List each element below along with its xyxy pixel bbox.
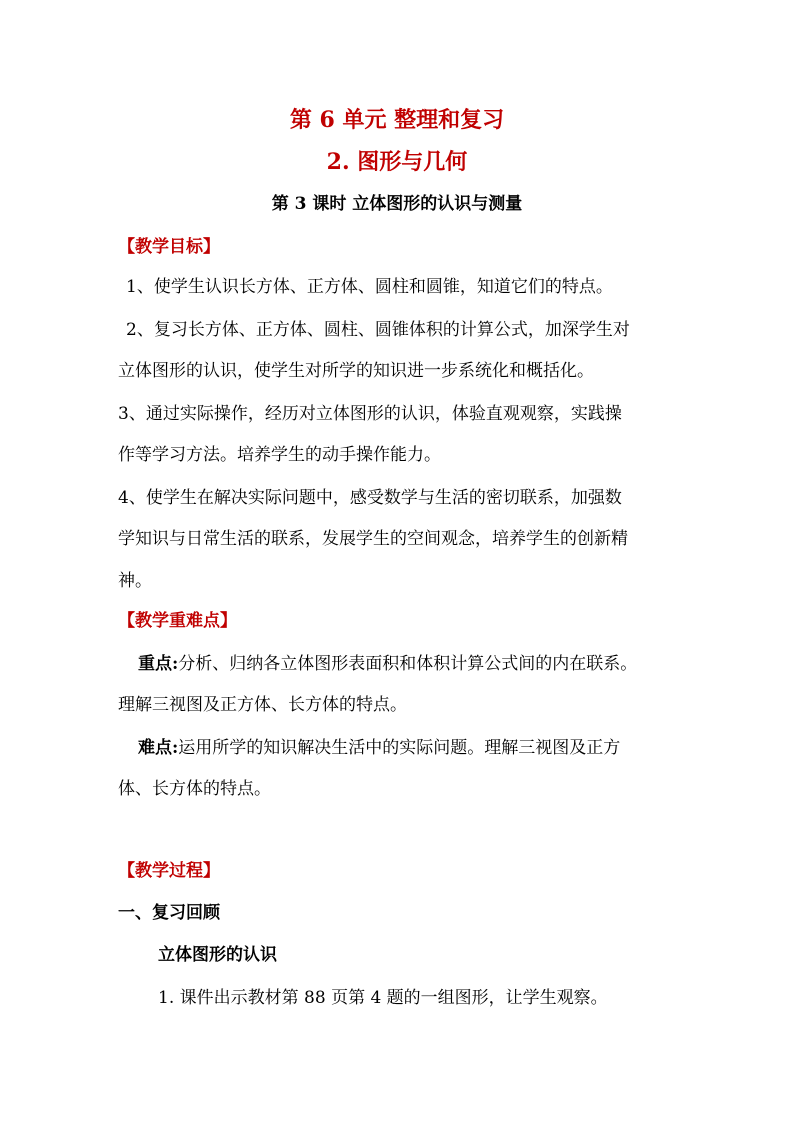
goal-line-4: 3、通过实际操作，经历对立体图形的认识，体验直观观察，实践操 xyxy=(118,404,622,424)
subheading: 立体图形的认识 xyxy=(158,945,277,965)
focus-label: 重点: xyxy=(138,654,179,674)
step-1: 1. 课件出示教材第 88 页第 4 题的一组图形，让学生观察。 xyxy=(158,988,608,1008)
process-heading: 【教学过程】 xyxy=(118,861,220,881)
goal-line-6: 4、使学生在解决实际问题中，感受数学与生活的密切联系，加强数 xyxy=(118,488,622,508)
goal-line-7: 学知识与日常生活的联系，发展学生的空间观念，培养学生的创新精 xyxy=(118,529,628,549)
key-points-heading: 【教学重难点】 xyxy=(118,611,237,631)
section-title: 2. 图形与几何 xyxy=(326,149,468,175)
unit-title: 第 6 单元 整理和复习 xyxy=(289,107,505,133)
goal-line-1: 1、使学生认识长方体、正方体、圆柱和圆锥，知道它们的特点。 xyxy=(126,277,613,297)
difficulty-line-1 xyxy=(138,733,620,758)
goals-heading: 【教学目标】 xyxy=(118,237,220,257)
goal-line-3: 立体图形的认识，使学生对所学的知识进一步系统化和概括化。 xyxy=(118,361,594,381)
lesson-title: 第 3 课时 立体图形的认识与测量 xyxy=(271,194,523,214)
part-1-heading: 一、复习回顾 xyxy=(118,903,220,923)
goal-line-2: 2、复习长方体、正方体、圆柱、圆锥体积的计算公式，加深学生对 xyxy=(126,320,630,340)
difficulty-text-1: 运用所学的知识解决生活中的实际问题。理解三视图及正方 xyxy=(178,738,621,758)
difficulty-label: 难点: xyxy=(138,738,179,758)
goal-line-8: 神。 xyxy=(118,571,152,591)
difficulty-line-2: 体、长方体的特点。 xyxy=(118,779,271,799)
focus-text-1: 分析、归纳各立体图形表面积和体积计算公式间的内在联系。 xyxy=(178,654,638,674)
focus-line-1 xyxy=(138,649,637,674)
focus-line-2: 理解三视图及正方体、长方体的特点。 xyxy=(118,695,407,715)
goal-line-5: 作等学习方法。培养学生的动手操作能力。 xyxy=(118,445,441,465)
